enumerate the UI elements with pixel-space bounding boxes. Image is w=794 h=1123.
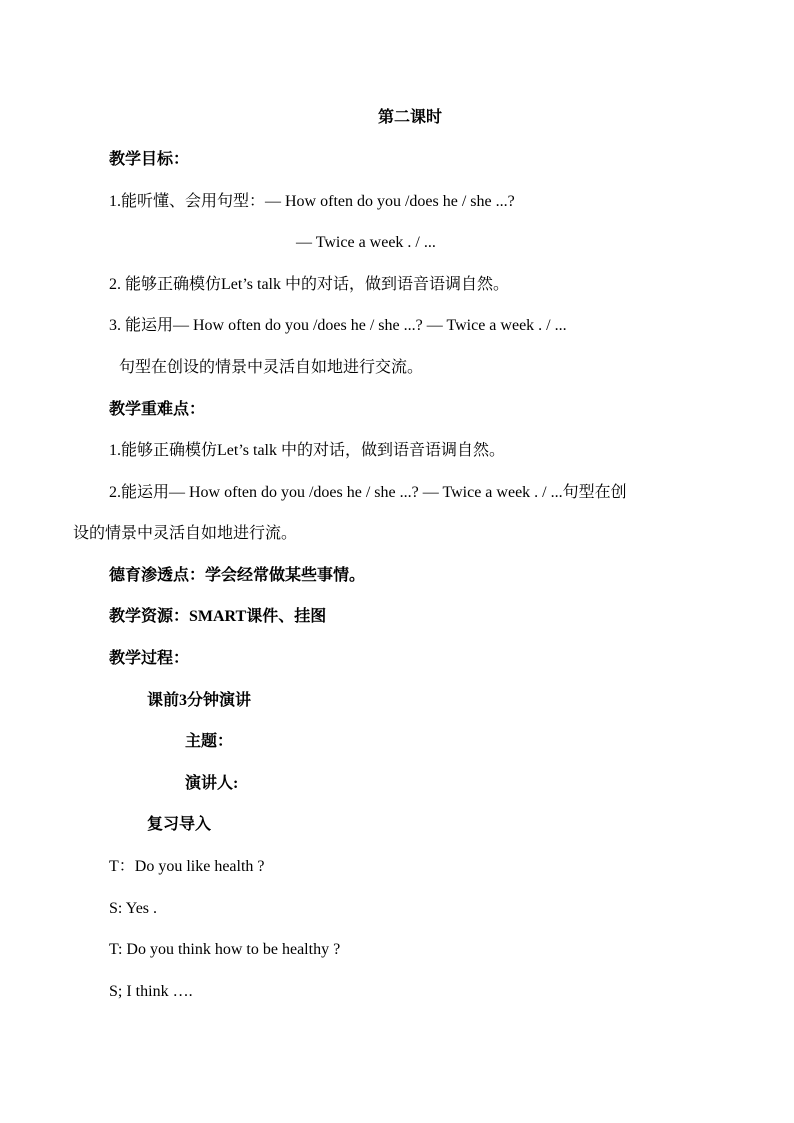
objective-3: 3. 能运用— How often do you /does he / she ...? — Twice a week . / ... bbox=[109, 317, 567, 334]
key-point-2-continued: 设的情景中灵活自如地进行流。 bbox=[73, 525, 298, 542]
key-point-1: 1.能够正确模仿Let’s talk 中的对话，做到语音语调自然。 bbox=[109, 442, 505, 459]
dialogue-line: T: Do you think how to be healthy ? bbox=[109, 941, 341, 958]
objective-2: 2. 能够正确模仿Let’s talk 中的对话，做到语音语调自然。 bbox=[109, 276, 509, 293]
moral-education-point: 德育渗透点：学会经常做某些事情。 bbox=[109, 567, 366, 584]
heading-key-points: 教学重难点： bbox=[109, 401, 206, 418]
objective-1: 1.能听懂、会用句型：— How often do you /does he / she ...? bbox=[109, 193, 515, 210]
dialogue-line: S: Yes . bbox=[109, 900, 158, 917]
key-point-2: 2.能运用— How often do you /does he / she ...? — Twice a week . / ...句型在创 bbox=[109, 484, 627, 501]
objective-3-continued: 句型在创设的情景中灵活自如地进行交流。 bbox=[119, 359, 424, 376]
speech-speaker: 演讲人: bbox=[185, 775, 239, 792]
dialogue-line: S; I think …. bbox=[109, 983, 193, 1000]
objective-1-answer: — Twice a week . / ... bbox=[296, 234, 436, 251]
dialogue-line: T：Do you like health ? bbox=[109, 858, 265, 875]
lesson-title: 第二课时 bbox=[378, 109, 443, 126]
review-lead-in: 复习导入 bbox=[147, 816, 212, 833]
speech-topic: 主题： bbox=[185, 733, 234, 750]
teaching-resources: 教学资源：SMART课件、挂图 bbox=[109, 608, 327, 625]
pre-class-speech: 课前3分钟演讲 bbox=[147, 692, 252, 709]
heading-teaching-process: 教学过程： bbox=[109, 650, 190, 667]
heading-teaching-objectives: 教学目标： bbox=[109, 151, 190, 168]
